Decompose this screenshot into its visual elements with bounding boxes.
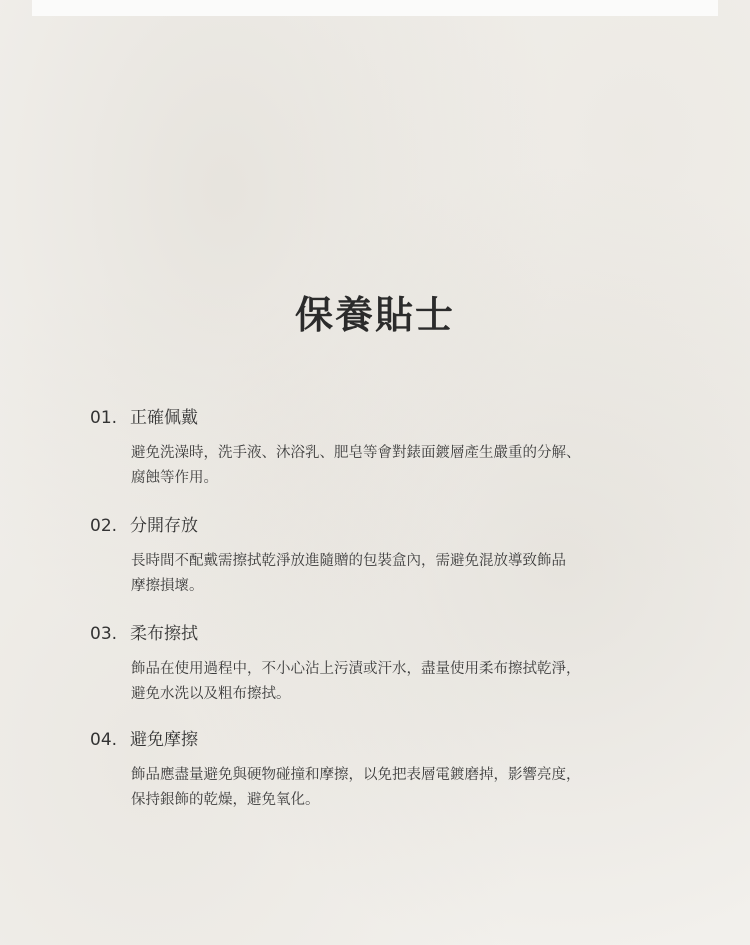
tip-heading (90, 622, 670, 646)
tip-title: 分開存放 (130, 516, 198, 536)
tip-item (90, 514, 670, 599)
tip-heading (90, 514, 670, 538)
tip-title: 避免摩擦 (130, 730, 198, 750)
tip-title: 正確佩戴 (130, 408, 198, 428)
tip-number: 03. (90, 624, 118, 644)
tip-description (131, 657, 670, 707)
tip-description (131, 441, 670, 491)
tip-number: 01. (90, 408, 118, 428)
tip-number: 04. (90, 730, 118, 750)
tip-description (131, 549, 670, 599)
tip-description-line: 摩擦損壞。 (131, 578, 204, 594)
tip-description-line: 避免水洗以及粗布擦拭。 (131, 686, 291, 702)
tip-heading (90, 728, 670, 752)
tip-item (90, 728, 670, 813)
tip-title: 柔布擦拭 (130, 624, 198, 644)
tip-description-line: 保持銀飾的乾燥，避免氧化。 (131, 792, 320, 808)
tip-description (131, 763, 670, 813)
tip-description-line: 避免洗澡時，洗手液、沐浴乳、肥皂等會對錶面鍍層產生嚴重的分解、 (131, 445, 581, 461)
top-banner-strip (32, 0, 718, 16)
tip-description-line: 飾品應盡量避免與硬物碰撞和摩擦，以免把表層電鍍磨掉，影響亮度， (131, 767, 581, 783)
tip-description-line: 腐蝕等作用。 (131, 470, 218, 486)
tip-heading (90, 406, 670, 430)
page-title: 保養貼士 (294, 293, 455, 337)
tip-description-line: 飾品在使用過程中，不小心沾上污漬或汗水，盡量使用柔布擦拭乾淨， (131, 661, 581, 677)
tip-item (90, 622, 670, 707)
tip-number: 02. (90, 516, 118, 536)
tip-item (90, 406, 670, 491)
tip-description-line: 長時間不配戴需擦拭乾淨放進隨贈的包裝盒內，需避免混放導致飾品 (131, 553, 566, 569)
